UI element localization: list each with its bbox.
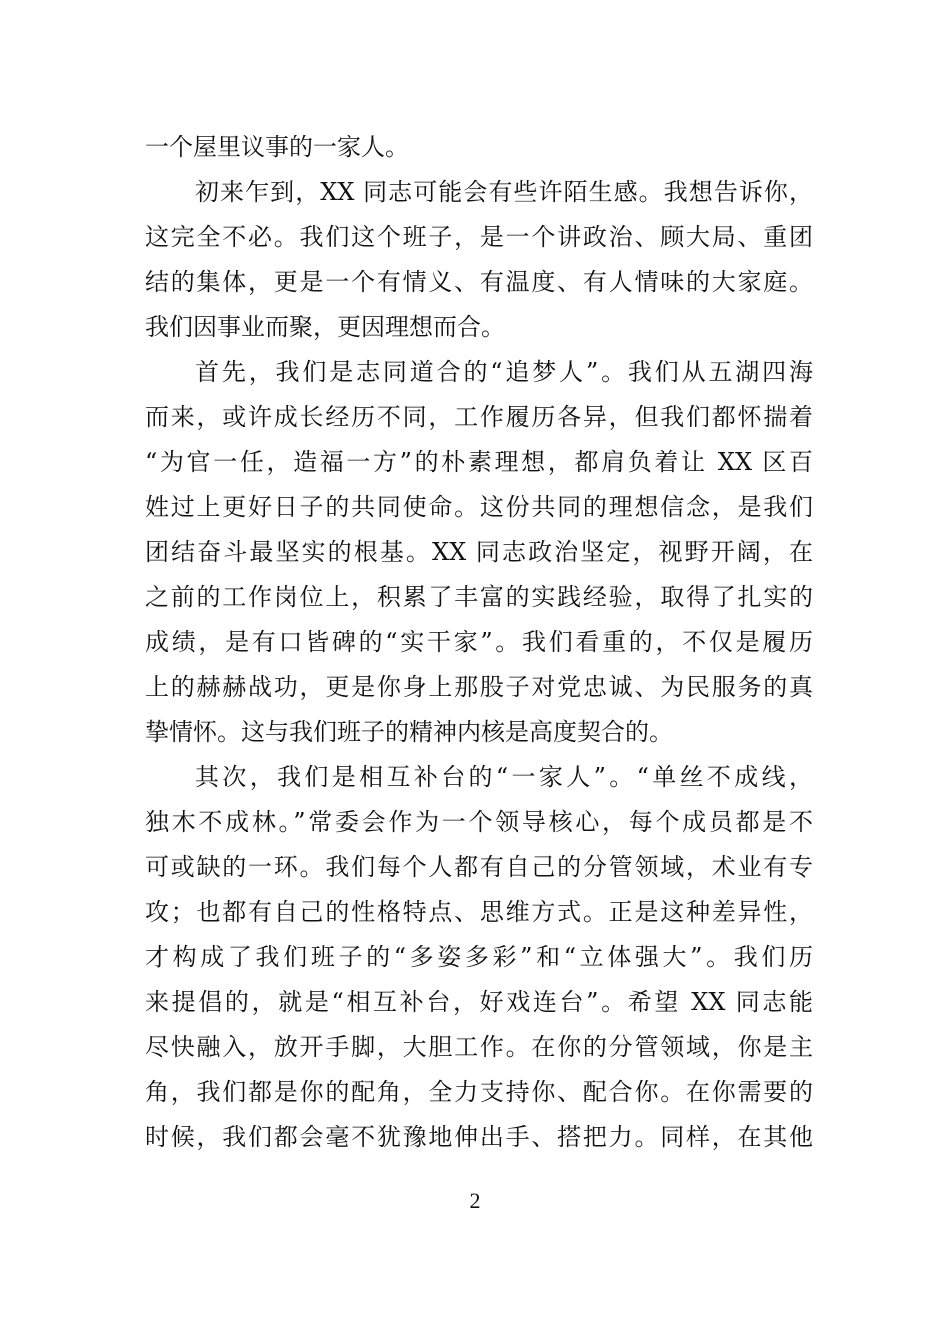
text-line: 其次，我们是相互补台的“一家人”。“单丝不成线， bbox=[195, 763, 813, 791]
text-line: 成绩，是有口皆碑的“实干家”。我们看重的，不仅是履历 bbox=[145, 628, 813, 656]
text-line: 才构成了我们班子的“多姿多彩”和“立体强大”。我们历 bbox=[145, 943, 813, 971]
text-line: “为官一任，造福一方”的朴素理想，都肩负着让 XX 区百 bbox=[145, 448, 813, 476]
text-line: 我们因事业而聚，更因理想而合。 bbox=[145, 313, 505, 341]
text-line: 这完全不必。我们这个班子，是一个讲政治、顾大局、重团 bbox=[145, 223, 813, 251]
text-line: 来提倡的，就是“相互补台，好戏连台”。希望 XX 同志能 bbox=[145, 988, 813, 1016]
text-line: 初来乍到，XX 同志可能会有些许陌生感。我想告诉你， bbox=[195, 178, 813, 206]
text-line: 结的集体，更是一个有情义、有温度、有人情味的大家庭。 bbox=[145, 268, 813, 296]
body-text bbox=[145, 125, 813, 1160]
text-line: 攻；也都有自己的性格特点、思维方式。正是这种差异性， bbox=[145, 898, 813, 926]
text-line: 独木不成林。”常委会作为一个领导核心，每个成员都是不 bbox=[145, 808, 813, 836]
text-line: 上的赫赫战功，更是你身上那股子对党忠诚、为民服务的真 bbox=[145, 673, 813, 701]
text-line: 首先，我们是志同道合的“追梦人”。我们从五湖四海 bbox=[195, 358, 813, 386]
text-line: 可或缺的一环。我们每个人都有自己的分管领域，术业有专 bbox=[145, 853, 813, 881]
text-line: 角，我们都是你的配角，全力支持你、配合你。在你需要的 bbox=[145, 1078, 813, 1106]
text-line: 之前的工作岗位上，积累了丰富的实践经验，取得了扎实的 bbox=[145, 583, 813, 611]
text-line: 尽快融入，放开手脚，大胆工作。在你的分管领域，你是主 bbox=[145, 1033, 813, 1061]
text-line: 而来，或许成长经历不同，工作履历各异，但我们都怀揣着 bbox=[145, 403, 813, 431]
text-line: 姓过上更好日子的共同使命。这份共同的理想信念，是我们 bbox=[145, 493, 813, 521]
text-line: 时候，我们都会毫不犹豫地伸出手、搭把力。同样，在其他 bbox=[145, 1123, 813, 1151]
text-line: 团结奋斗最坚实的根基。XX 同志政治坚定，视野开阔，在 bbox=[145, 538, 813, 566]
text-line: 挚情怀。这与我们班子的精神内核是高度契合的。 bbox=[145, 718, 673, 746]
page-number: 2 bbox=[469, 1188, 481, 1213]
text-line: 一个屋里议事的一家人。 bbox=[145, 133, 409, 161]
